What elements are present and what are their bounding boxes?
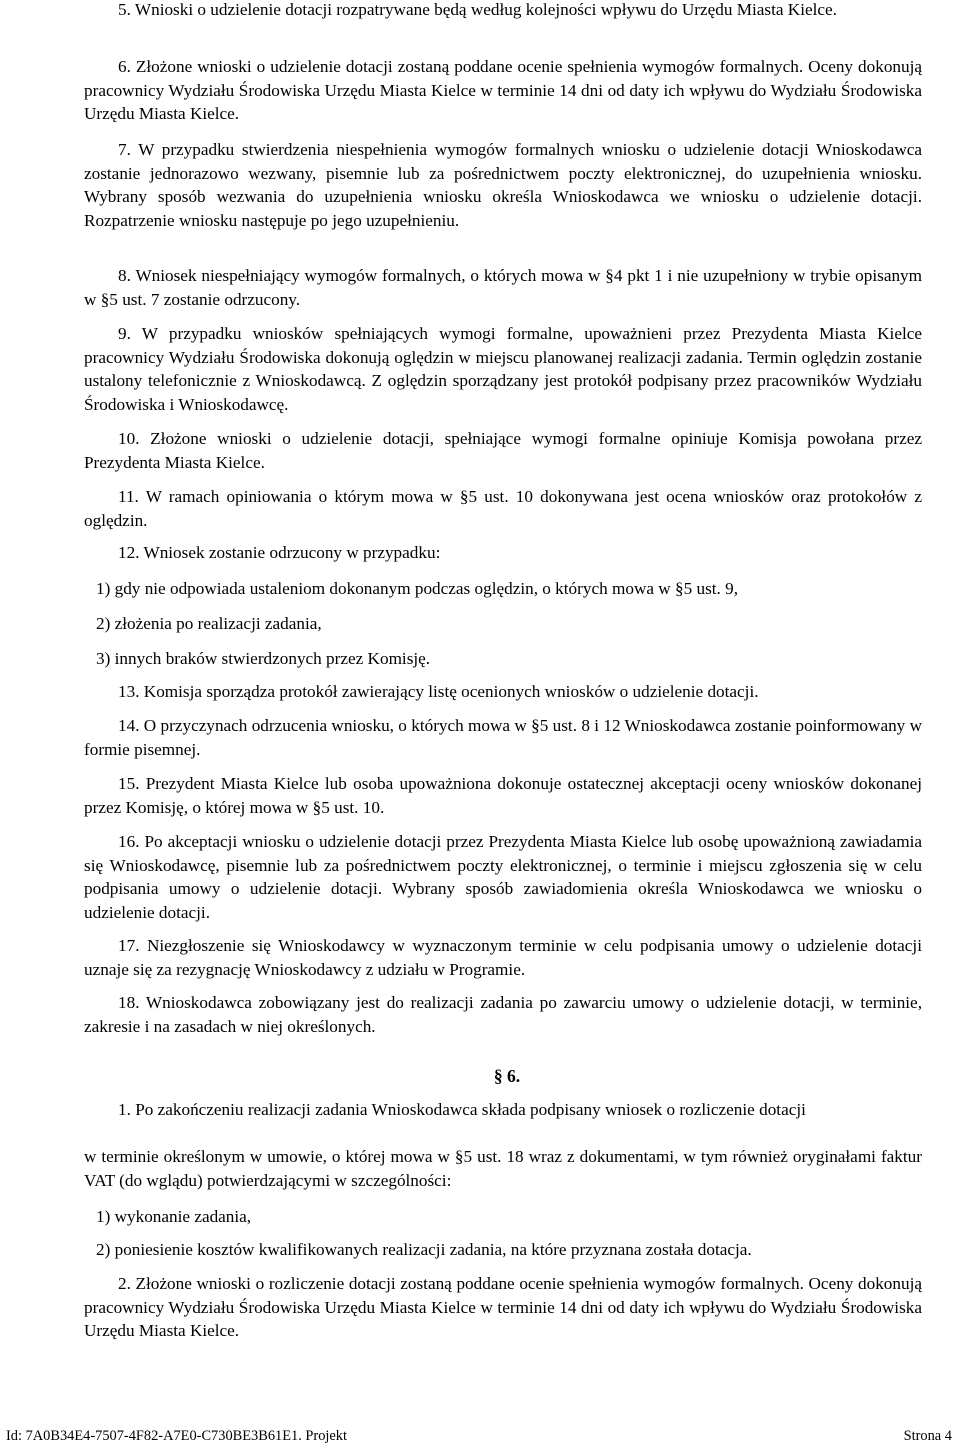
paragraph-5-12: 12. Wniosek zostanie odrzucony w przypadku: bbox=[118, 543, 441, 562]
paragraph-5-13: 13. Komisja sporządza protokół zawierający listę ocenionych wniosków o udzielenie dotacji. bbox=[118, 682, 759, 701]
list-item-12-2: 2) złożenia po realizacji zadania, bbox=[96, 614, 322, 633]
section-heading-6: § 6. bbox=[493, 1066, 521, 1086]
paragraph-5-7: 7. W przypadku stwierdzenia niespełnienia wymogów formalnych wniosku o udzielenie dotacji Wnioskodawca zostanie jednorazowo wezwany, pisemnie lub za pośrednictwem poczty elektronicznej, do uzupełnienia wniosku. Wybrany sposób wezwania do uzupełnienia wniosku określa Wnioskodawca we wniosku o udzielenie dotacji. Rozpatrzenie wniosku następuje po jego uzupełnieniu. bbox=[84, 140, 922, 230]
paragraph-5-16: 16. Po akceptacji wniosku o udzielenie dotacji przez Prezydenta Miasta Kielce lub osobę upoważnioną zawiadamia się Wnioskodawcę, pisemnie lub za pośrednictwem poczty elektronicznej, o terminie i miejscu zgłoszenia się w celu podpisania umowy o udzielenie dotacji. Wybrany sposób zawiadomienia określa Wnioskodawca we wniosku o udzielenie dotacji. bbox=[84, 832, 922, 922]
list-item-12-3: 3) innych braków stwierdzonych przez Komisję. bbox=[96, 649, 431, 668]
paragraph-5-6: 6. Złożone wnioski o udzielenie dotacji zostaną poddane ocenie spełnienia wymogów formalnych. Oceny dokonują pracownicy Wydziału Środowiska Urzędu Miasta Kielce w terminie 14 dni od daty ich wpływu do Wydziału Środowiska Urzędu Miasta Kielce. bbox=[84, 57, 922, 124]
footer-page-number: Strona 4 bbox=[903, 1428, 952, 1444]
paragraph-6-1-rest: w terminie określonym w umowie, o której mowa w §5 ust. 18 wraz z dokumentami, w tym również oryginałami faktur VAT (do wglądu) potwierdzającymi w szczególności: bbox=[84, 1147, 922, 1190]
paragraph-5-15: 15. Prezydent Miasta Kielce lub osoba upoważniona dokonuje ostatecznej akceptacji oceny wniosków dokonanej przez Komisję, o której mowa w §5 ust. 10. bbox=[84, 774, 922, 817]
paragraph-5-9: 9. W przypadku wniosków spełniających wymogi formalne, upoważnieni przez Prezydenta Miasta Kielce pracownicy Wydziału Środowiska dokonują oględzin w miejscu planowanej realizacji zadania. Termin oględzin zostanie ustalony telefonicznie z Wnioskodawcą. Z oględzin sporządzany jest protokół podpisany przez pracowników Wydziału Środowiska i Wnioskodawcę. bbox=[84, 324, 922, 414]
list-item-6-1: 1) wykonanie zadania, bbox=[96, 1207, 252, 1226]
list-item-12-1: 1) gdy nie odpowiada ustaleniom dokonanym podczas oględzin, o których mowa w §5 ust. 9, bbox=[96, 579, 739, 598]
paragraph-6-1-line1: 1. Po zakończeniu realizacji zadania Wnioskodawca składa podpisany wniosek o rozliczenie dotacji bbox=[118, 1100, 806, 1119]
paragraph-5-14: 14. O przyczynach odrzucenia wniosku, o których mowa w §5 ust. 8 i 12 Wnioskodawca zostanie poinformowany w formie pisemnej. bbox=[84, 716, 922, 759]
paragraph-5-8: 8. Wniosek niespełniający wymogów formalnych, o których mowa w §4 pkt 1 i nie uzupełniony w trybie opisanym w §5 ust. 7 zostanie odrzucony. bbox=[84, 266, 922, 309]
paragraph-5-10: 10. Złożone wnioski o udzielenie dotacji, spełniające wymogi formalne opiniuje Komisja powołana przez Prezydenta Miasta Kielce. bbox=[84, 429, 922, 472]
paragraph-5-5: 5. Wnioski o udzielenie dotacji rozpatrywane będą według kolejności wpływu do Urzędu Miasta Kielce. bbox=[118, 0, 837, 19]
paragraph-6-2: 2. Złożone wnioski o rozliczenie dotacji zostaną poddane ocenie spełnienia wymogów formalnych. Oceny dokonują pracownicy Wydziału Środowiska Urzędu Miasta Kielce w terminie 14 dni od daty ich wpływu do Wydziału Środowiska Urzędu Miasta Kielce. bbox=[84, 1274, 922, 1341]
paragraph-5-17: 17. Niezgłoszenie się Wnioskodawcy w wyznaczonym terminie w celu podpisania umowy o udzielenie dotacji uznaje się za rezygnację Wnioskodawcy z udziału w Programie. bbox=[84, 936, 922, 979]
paragraph-5-18: 18. Wnioskodawca zobowiązany jest do realizacji zadania po zawarciu umowy o udzielenie dotacji, w terminie, zakresie i na zasadach w niej określonych. bbox=[84, 993, 922, 1036]
list-item-6-2: 2) poniesienie kosztów kwalifikowanych realizacji zadania, na które przyznana została dotacja. bbox=[96, 1240, 752, 1259]
paragraph-5-11: 11. W ramach opiniowania o którym mowa w §5 ust. 10 dokonywana jest ocena wniosków oraz protokołów z oględzin. bbox=[84, 487, 922, 530]
footer-document-id: Id: 7A0B34E4-7507-4F82-A7E0-C730BE3B61E1. Projekt bbox=[6, 1428, 347, 1444]
